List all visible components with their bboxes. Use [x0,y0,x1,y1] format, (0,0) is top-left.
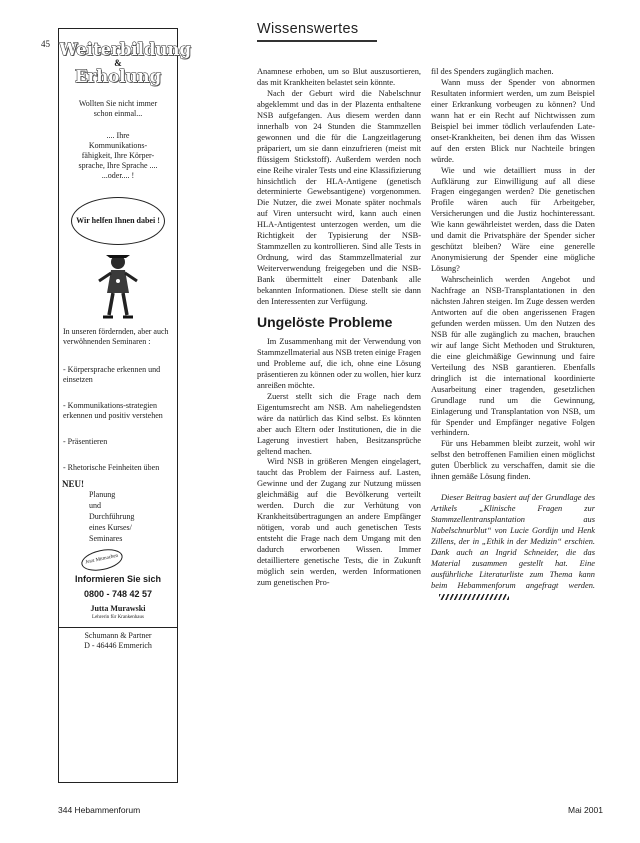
ad-contact-label: Informieren Sie sich [74,574,162,584]
article-column-1 [257,67,421,589]
ad-person-name: Jutta Murawski [90,604,146,613]
ad-new-item: eines Kurses/ [89,523,132,532]
paragraph: Wird NSB in größeren Mengen eingelagert, taucht das Problem der Fairness auf. Lasten, Gewinne und der Zugang zur Nutzung müssen gleichmäßig auf die Bevölkerung verteilt werden. Durch die zur Verhütung von Krankheitsübertragungen an andere Empfänger nötigen, vorab und auch genetischen Tests entsteht die Frage nach dem Umgang mit den dadurch erworbenen Wissen. Immer detailliertere genetische Tests, die in Zukunft möglich sein werden, werden Informationen zum genetischen Pro- [257,457,421,587]
title-underline [257,40,377,42]
ad-ampersand: & [114,58,122,68]
paragraph: Im Zusammenhang mit der Verwendung von Stammzellmaterial aus NSB treten einige Fragen und Probleme auf, die ich, ohne eine Lösung präsentieren zu können oder zu wollen, hier kurz anreißen möchte. [257,336,421,390]
ad-footer-city: D - 46446 Emmerich [84,641,152,650]
ad-speech-bubble [71,197,165,245]
end-mark [439,594,509,600]
ad-sticker-text: Jetzt Mitmachen [85,553,119,566]
advertisement-box [58,28,191,783]
paragraph: Wahrscheinlich werden Angebot und Nachfrage an NSB-Transplantationen in den nächsten Jahren steigen. Im Zuge dessen werden Antworten auf die oben angerissenen Fragen gefunden werden müssen. Um den Nutzen des NSB für alle zugänglich zu machen, brauchen wir auf lange Sicht Methoden und Strukturen, die eine gleichmäßige Gewinnung und faire Verteilung des NSB garantieren. Ebenfalls dringlich ist die international koordinierte Ausarbeitung einer tragenden, gesetzlichen Grundlage rund um die Gewinnung, Einlagerung und Transplantation von NSB, um für Spender und Empfänger negative Folgen verhindern. [431,275,595,438]
section-title: Wissenswertes [257,21,359,37]
paragraph: Zuerst stellt sich die Frage nach dem Eigentumsrecht am NSB. Am naheliegendsten wäre da natürlich das Kind selbst. Es könnten aber auch Eltern oder Institutionen, die in die Lagerung investiert haben, Besitzansprüche geltend machen. [257,391,421,456]
ad-new-item: und [89,501,101,510]
paragraph: Wie und wie detailliert muss in der Aufklärung zur Einwilligung auf all diese Fragen eingegangen werden? Die genetischen Profile wären auch für Arbeitgeber, Versicherungen und die Justiz hochinteressant. Wie kann gewährleistet werden, dass die Daten und damit die Privatsphäre der Spender sicher geschützt bleiben? Wäre eine generelle Anonymisierung der Spender eine mögliche Lösung? [431,165,595,274]
ad-headline-weiterbildung: Weiterbildung [59,40,191,59]
paragraph: Wann muss der Spender von abnormen Resultaten informiert werden, um zum Beispiel einer Erkrankung vorbeugen zu können? Und wann hat er ein Recht auf Nichtwissen zum Beispiel bei immer tödlich verlaufenden Late-onset-Krankheiten, bei denen ihm das Wissen auf den ersten Blick nur Nachteile bringen würde. [431,77,595,164]
paragraph: Für uns Hebammen bleibt zurzeit, wohl wir selbst den betroffenen Familien einen möglichst guten Überblick zu verschaffen, damit sie die ihnen gemäße Lösung finden. [431,439,595,482]
ad-new-item: Planung [89,490,116,499]
ad-seminar-list [59,365,177,473]
section-heading: Ungelöste Probleme [257,313,393,330]
ad-signature [59,604,177,621]
article-column-2 [431,67,595,603]
paragraph: Nach der Geburt wird die Nabelschnur abgeklemmt und das in der Plazenta enthaltene NSB aufgefangen. Aus diesem werden dann innerhalb von 24 Stunden die Stammzellen gewonnen und die für die Langzeitlagerung präpariert, um sie dann einzufrieren (meist mit flüssigem Stickstoff). Außerdem werden noch eine Reihe viraler Tests und eine Klassifizierung hinsichtlich der HLA-Antigene (genetisch determinierte Gewebsantigene) vorgenommen. Die Nutzer, die zwei Monate später nochmals auf Viren untersucht wird, kann auch einen HLA-Antigentest unterzogen werden, um die Richtigkeit der Typisierung der NSB-Stammzellen zu kontrollieren. Sind alle Tests in Ordnung, wird das Stammzellmaterial zur Weiterverwendung freigegeben und die NSB-Bank übermittelt einer Datenbank alle bekannten Informationen. Diese stellt sie dann den Interessenten zur Verfügung. [257,88,421,307]
paragraph: fil des Spenders zugänglich machen. [431,67,554,76]
source-note [431,493,595,603]
ad-headline-erholung: Erholung [74,67,162,86]
footer-date: Mai 2001 [568,805,603,815]
ad-new-list [59,489,177,544]
ad-new-item: Durchführung [89,512,135,521]
ad-list-intro: .... Ihre Kommunikations-fähigkeit, Ihre Körper-sprache, Ihre Sprache .... ...oder.... ! [78,131,158,180]
ad-seminars-intro: In unseren fördernden, aber auch verwöhnenden Seminaren : [63,327,169,346]
ad-footer-company: Schumann & Partner [84,631,152,640]
ad-intro: Wollten Sie nicht immer schon einmal... [78,99,158,118]
ad-seminar-item: - Körpersprache erkennen und einsetzen [63,365,161,384]
ad-footer [59,627,177,651]
ad-sticker [79,546,124,574]
ad-seminar-item: - Kommunikations-strategien erkennen und positiv verstehen [63,401,163,420]
ad-person-role: Lehrerin für Krankenhaus [92,615,144,620]
source-note-text: Dieser Beitrag basiert auf der Grundlage des Artikels „Klinische Fragen zur Stammzellentransplantation aus Nabelschnurblut“ von Lucie Gordijn und Henk Zillens, der in „Ethik in der Medizin“ erschien. Dank auch an Ingrid Schneider, die das Material zusammen gestellt hat. Eine ausführliche Literaturliste zum Thema kann beim Hebammenforum angefragt werden. [431,493,595,590]
cartoon-figure-icon [93,251,143,323]
ad-seminar-item: - Rhetorische Feinheiten üben [63,463,160,472]
page-marker: 45 [41,39,50,49]
ad-contact-phone: 0800 - 748 42 57 [83,589,153,599]
paragraph: Anamnese erhoben, um so Blut auszusortieren, das mit Krankheiten belastet sein könnte. [257,67,421,87]
ad-seminar-item: - Präsentieren [63,437,108,446]
ad-new-label: NEU! [62,479,84,489]
ad-bubble-text: Wir helfen Ihnen dabei ! [76,216,160,225]
ad-new-item: Seminares [89,534,123,543]
footer-page-label: 344 Hebammenforum [58,805,141,815]
